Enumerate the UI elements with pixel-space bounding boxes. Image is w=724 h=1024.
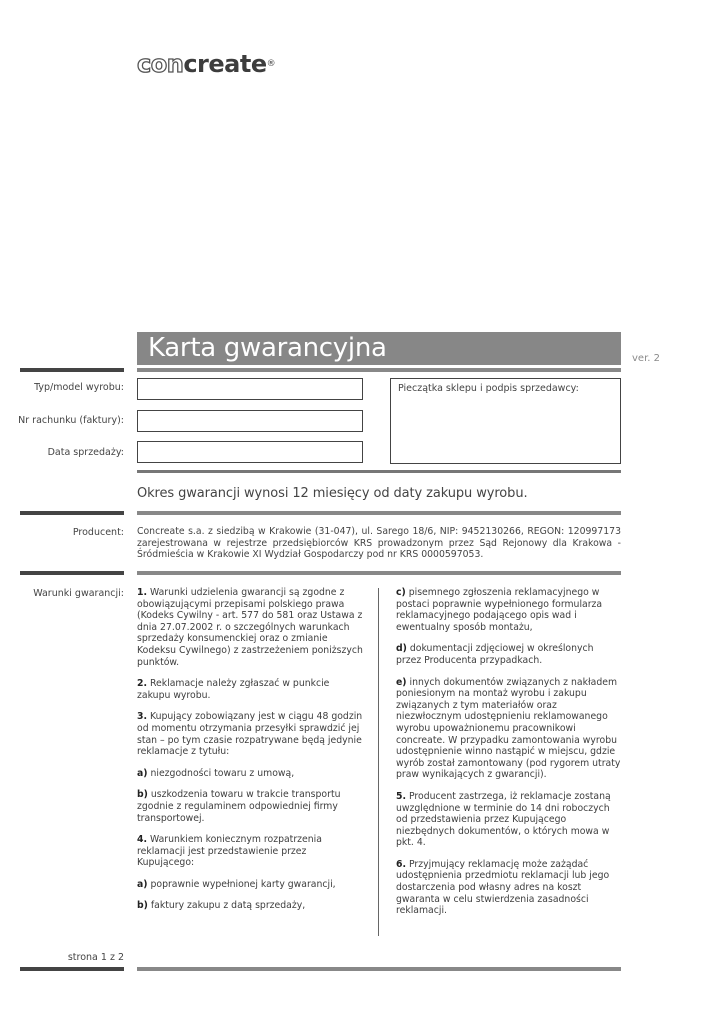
condition-number: 4. bbox=[137, 834, 148, 846]
producer-label: Producent: bbox=[72, 527, 124, 538]
divider-left bbox=[20, 368, 124, 372]
condition-text: Przyjmujący reklamację może zażądać udostępnienia przedmiotu reklamacji lub jego dostarczenia pod własny adres na koszt gwaranta w celu stwierdzenia zasadności reklamacji. bbox=[396, 858, 610, 917]
condition-text: uszkodzenia towaru w trakcie transportu zgodnie z regulaminem odpowiedniej firmy transportowej. bbox=[137, 789, 341, 824]
condition-number: 3. bbox=[137, 711, 148, 723]
condition-item bbox=[396, 587, 621, 633]
divider-form-bottom bbox=[137, 470, 621, 473]
condition-text: Warunki udzielenia gwarancji są zgodne z obowiązującymi przepisami polskiego prawa (Kodeks Cywilny - art. 577 do 581 oraz Ustawa z dnia 27.07.2002 r. o szczególnych warunkach sprzedaży konsumenckiej oraz o zmianie Kodeksu Cywilnego) z zastrzeżeniem poniższych punktów. bbox=[137, 587, 363, 668]
version-label: ver. 2 bbox=[632, 353, 660, 364]
condition-item bbox=[137, 879, 365, 891]
logo-registered-mark: ® bbox=[266, 59, 276, 69]
condition-text: dokumentacji zdjęciowej w określonych przez Producenta przypadkach. bbox=[396, 643, 594, 666]
condition-item bbox=[137, 900, 365, 912]
divider-right bbox=[137, 571, 621, 575]
condition-item bbox=[137, 587, 365, 668]
condition-text: niezgodności towaru z umową, bbox=[147, 767, 295, 779]
condition-text: Reklamacje należy zgłaszać w punkcie zakupu wyrobu. bbox=[137, 678, 330, 701]
logo-part-create: create bbox=[183, 50, 267, 78]
warranty-period-text: Okres gwarancji wynosi 12 miesięcy od daty zakupu wyrobu. bbox=[137, 486, 528, 501]
conditions-right-column bbox=[396, 587, 621, 927]
condition-text: Kupujący zobowiązany jest w ciągu 48 godzin od momentu otrzymania przesyłki sprawdzić jej stan – po tym czasie rozpatrywane będą jedynie reklamacje z tytułu: bbox=[137, 711, 363, 758]
sale-date-field[interactable] bbox=[137, 441, 363, 463]
condition-item bbox=[137, 834, 365, 869]
concreate-logo bbox=[137, 50, 275, 78]
invoice-number-label: Nr rachunku (faktury): bbox=[18, 415, 124, 426]
condition-item bbox=[137, 678, 365, 701]
column-separator bbox=[378, 588, 379, 936]
condition-number: b) bbox=[137, 789, 148, 801]
divider-left bbox=[20, 571, 124, 575]
condition-number: d) bbox=[396, 643, 407, 655]
condition-item bbox=[137, 768, 365, 780]
condition-item bbox=[396, 643, 621, 666]
divider-right bbox=[137, 967, 621, 971]
condition-item bbox=[396, 677, 621, 781]
divider-left bbox=[20, 967, 124, 971]
condition-number: 1. bbox=[137, 587, 148, 598]
condition-number: e) bbox=[396, 676, 407, 688]
condition-number: a) bbox=[137, 767, 148, 779]
sale-date-label: Data sprzedaży: bbox=[47, 447, 124, 458]
condition-number: c) bbox=[396, 587, 406, 598]
condition-item bbox=[396, 791, 621, 849]
product-type-label: Typ/model wyrobu: bbox=[34, 382, 124, 393]
condition-item bbox=[137, 789, 365, 824]
condition-text: faktury zakupu z datą sprzedaży, bbox=[147, 900, 306, 912]
logo-part-con: con bbox=[137, 50, 184, 78]
page-number: strona 1 z 2 bbox=[67, 952, 124, 963]
condition-text: poprawnie wypełnionej karty gwarancji, bbox=[147, 878, 336, 890]
condition-number: 5. bbox=[396, 790, 407, 802]
conditions-label: Warunki gwarancji: bbox=[33, 588, 124, 599]
condition-item bbox=[396, 859, 621, 917]
condition-item bbox=[137, 711, 365, 757]
condition-number: 2. bbox=[137, 678, 148, 690]
condition-number: 6. bbox=[396, 858, 407, 870]
divider-right bbox=[137, 368, 621, 372]
producer-text: Concreate s.a. z siedzibą w Krakowie (31-047), ul. Sarego 18/6, NIP: 9452130266, REGON: 120997173 zarejestrowana w rejestrze przedsiębiorców KRS prowadzonym przez Sąd Rejonowy dla Krakowa - Śródmieścia w Krakowie XI Wydział Gospodarczy pod nr KRS 0000597053. bbox=[137, 526, 621, 560]
condition-number: b) bbox=[137, 900, 148, 912]
condition-number: a) bbox=[137, 878, 148, 890]
condition-text: Producent zastrzega, iż reklamacje zostaną uwzględnione w terminie do 14 dni roboczych od przedstawienia przez Kupującego niezbędnych dokumentów, o których mowa w pkt. 4. bbox=[396, 790, 611, 849]
shop-stamp-label: Pieczątka sklepu i podpis sprzedawcy: bbox=[398, 383, 579, 394]
invoice-number-field[interactable] bbox=[137, 410, 363, 432]
product-type-field[interactable] bbox=[137, 378, 363, 400]
condition-text: pisemnego zgłoszenia reklamacyjnego w postaci poprawnie wypełnionego formularza reklamacyjnego podającego opis wad i ewentualny sposób montażu, bbox=[396, 587, 603, 633]
page-title: Karta gwarancyjna bbox=[148, 333, 387, 363]
divider-right bbox=[137, 511, 621, 515]
conditions-left-column bbox=[137, 587, 365, 922]
condition-text: innych dokumentów związanych z nakładem poniesionym na montaż wyrobu i zakupu związanych z tym materiałów oraz niezwłocznym udostępnieniu reklamowanego wyrobu upoważnionemu pracownikowi concreate. W przypadku zamontowania wyrobu udostępnienie winno nastąpić w miejscu, gdzie wyrób został zamontowany (pod rygorem utraty praw wynikających z gwarancji). bbox=[396, 676, 621, 781]
condition-text: Warunkiem koniecznym rozpatrzenia reklamacji jest przedstawienie przez Kupującego: bbox=[137, 834, 322, 869]
divider-left bbox=[20, 511, 124, 515]
